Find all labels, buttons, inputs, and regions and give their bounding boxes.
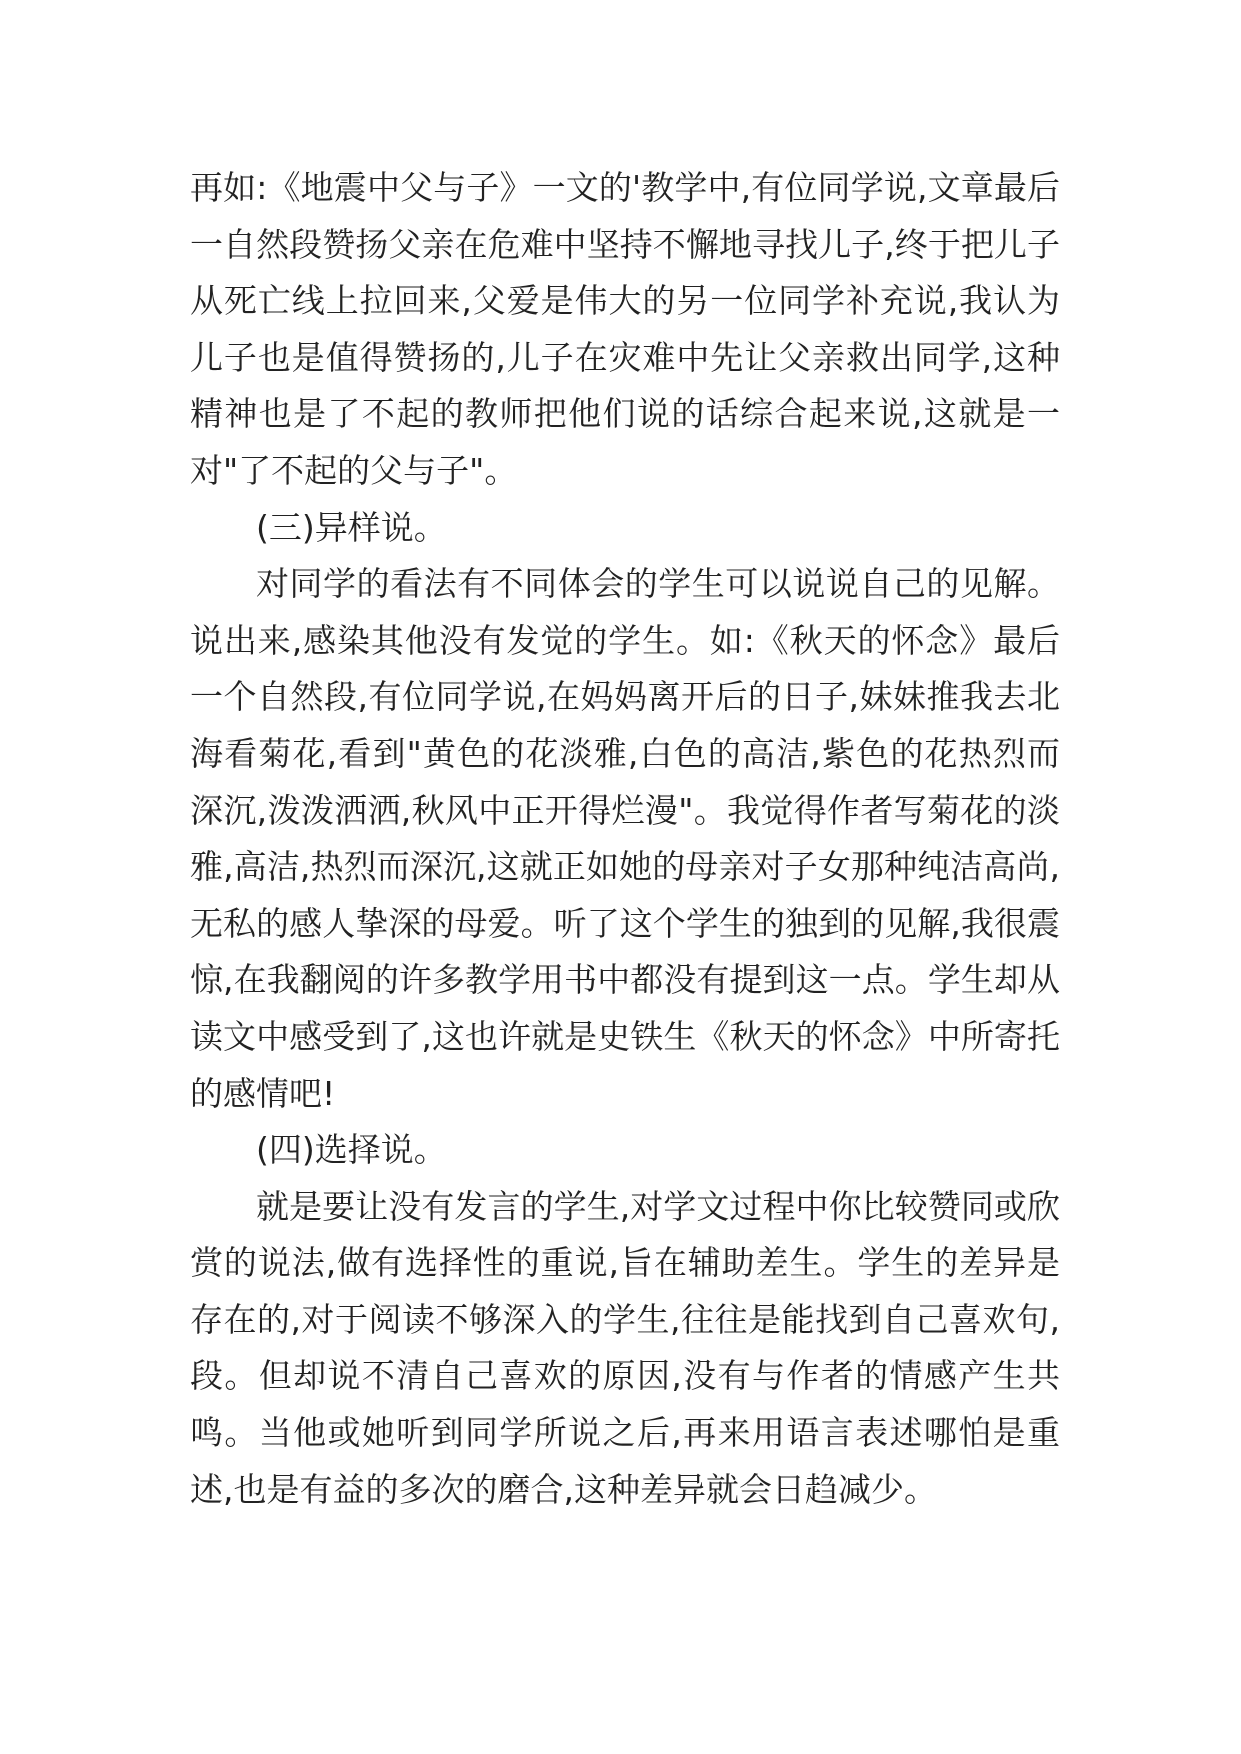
heading-section-three: (三)异样说。 bbox=[256, 507, 447, 547]
paragraph-autumn-example: 对同学的看法有不同体会的学生可以说说自己的见解。说出来,感染其他没有发觉的学生。如:《秋天的怀念》最后一个自然段,有位同学说,在妈妈离开后的日子,妹妹推我去北海看菊花,看到"黄色的花淡雅,白色的高洁,紫色的花热烈而深沉,泼泼洒洒,秋风中正开得烂漫"。我觉得作者写菊花的淡雅,高洁,热烈而深沉,这就正如她的母亲对子女那种纯洁高尚,无私的感人挚深的母爱。听了这个学生的独到的见解,我很震惊,在我翻阅的许多教学用书中都没有提到这一点。学生却从读文中感受到了,这也许就是史铁生《秋天的怀念》中所寄托的感情吧! bbox=[190, 564, 1060, 1113]
heading-section-four: (四)选择说。 bbox=[256, 1130, 447, 1170]
document-body bbox=[190, 160, 1060, 1518]
paragraph-earthquake-example: 再如:《地震中父与子》一文的'教学中,有位同学说,文章最后一自然段赞扬父亲在危难中坚持不懈地寻找儿子,终于把儿子从死亡线上拉回来,父爱是伟大的另一位同学补充说,我认为儿子也是值得赞扬的,儿子在灾难中先让父亲救出同学,这种精神也是了不起的教师把他们说的话综合起来说,这就是一对"了不起的父与子"。 bbox=[190, 168, 1060, 490]
paragraph-selective-speaking: 就是要让没有发言的学生,对学文过程中你比较赞同或欣赏的说法,做有选择性的重说,旨在辅助差生。学生的差异是存在的,对于阅读不够深入的学生,往往是能找到自己喜欢句,段。但却说不清自己喜欢的原因,没有与作者的情感产生共鸣。当他或她听到同学所说之后,再来用语言表述哪怕是重述,也是有益的多次的磨合,这种差异就会日趋减少。 bbox=[190, 1186, 1060, 1509]
